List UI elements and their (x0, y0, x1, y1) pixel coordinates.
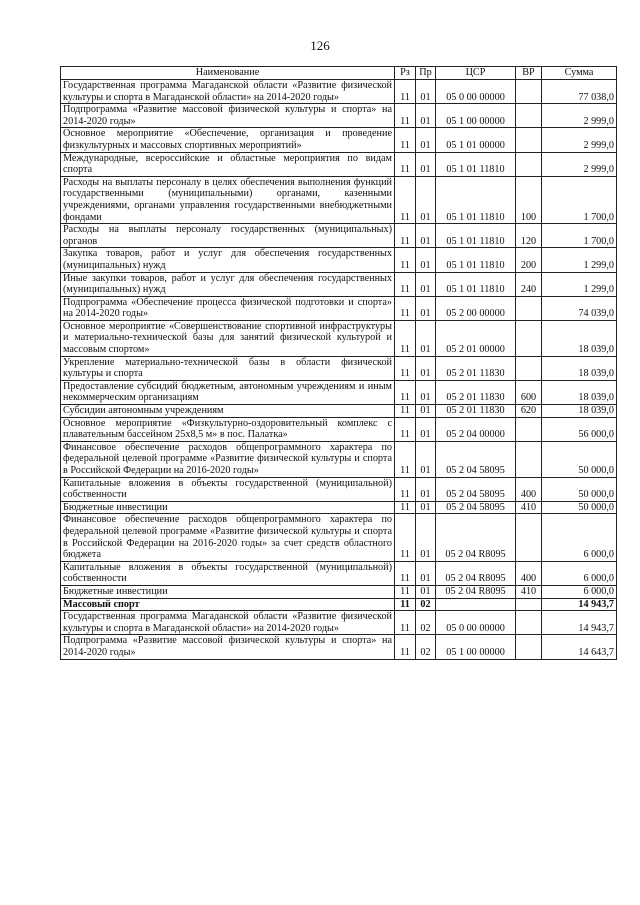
row-csr: 05 1 01 11810 (436, 152, 516, 176)
row-name: Бюджетные инвестиции (61, 501, 395, 514)
row-name: Капитальные вложения в объекты государственной (муниципальной) собственности (61, 477, 395, 501)
row-name: Основное мероприятие «Физкультурно-оздоровительный комплекс с плавательным бассейном 25х8,5 м» в пос. Палатка» (61, 417, 395, 441)
row-rz: 11 (395, 514, 416, 561)
row-vr (516, 514, 542, 561)
row-vr (516, 611, 542, 635)
row-sum: 14 943,7 (542, 611, 617, 635)
row-pr: 01 (416, 417, 436, 441)
row-csr: 05 0 00 00000 (436, 80, 516, 104)
row-vr (516, 296, 542, 320)
budget-table (60, 66, 617, 660)
row-csr: 05 2 04 58095 (436, 441, 516, 477)
row-csr: 05 1 01 11810 (436, 224, 516, 248)
row-rz: 11 (395, 501, 416, 514)
table-row (61, 561, 617, 585)
row-vr: 410 (516, 585, 542, 598)
row-csr: 05 1 00 00000 (436, 635, 516, 659)
table-row (61, 176, 617, 223)
row-sum: 74 039,0 (542, 296, 617, 320)
row-sum: 1 700,0 (542, 224, 617, 248)
row-csr: 05 2 01 11830 (436, 356, 516, 380)
row-vr (516, 417, 542, 441)
row-name: Субсидии автономным учреждениям (61, 405, 395, 418)
row-sum: 50 000,0 (542, 441, 617, 477)
row-csr: 05 2 04 00000 (436, 417, 516, 441)
row-rz: 11 (395, 405, 416, 418)
table-row (61, 405, 617, 418)
header-sum: Сумма (542, 67, 617, 80)
row-name: Капитальные вложения в объекты государственной (муниципальной) собственности (61, 561, 395, 585)
row-csr: 05 1 01 11810 (436, 272, 516, 296)
row-name: Предоставление субсидий бюджетным, автономным учреждениям и иным некоммерческим организациям (61, 380, 395, 404)
row-pr: 01 (416, 80, 436, 104)
row-sum: 18 039,0 (542, 405, 617, 418)
row-rz: 11 (395, 296, 416, 320)
row-sum: 2 999,0 (542, 152, 617, 176)
table-row (61, 248, 617, 272)
table-row (61, 296, 617, 320)
row-name: Подпрограмма «Развитие массовой физической культуры и спорта» на 2014-2020 годы» (61, 104, 395, 128)
row-pr: 02 (416, 598, 436, 611)
row-csr (436, 598, 516, 611)
header-name: Наименование (61, 67, 395, 80)
table-row (61, 104, 617, 128)
row-sum: 1 299,0 (542, 248, 617, 272)
row-rz: 11 (395, 152, 416, 176)
row-csr: 05 1 01 00000 (436, 128, 516, 152)
row-pr: 02 (416, 635, 436, 659)
row-pr: 01 (416, 514, 436, 561)
row-rz: 11 (395, 128, 416, 152)
row-csr: 05 1 00 00000 (436, 104, 516, 128)
row-csr: 05 2 01 00000 (436, 320, 516, 356)
table-row (61, 272, 617, 296)
row-rz: 11 (395, 176, 416, 223)
row-vr (516, 104, 542, 128)
table-row (61, 224, 617, 248)
row-vr: 240 (516, 272, 542, 296)
row-csr: 05 2 04 R8095 (436, 514, 516, 561)
row-vr (516, 441, 542, 477)
row-rz: 11 (395, 477, 416, 501)
row-name: Расходы на выплаты персоналу государственных (муниципальных) органов (61, 224, 395, 248)
row-name: Укрепление материально-технической базы в области физической культуры и спорта (61, 356, 395, 380)
row-rz: 11 (395, 104, 416, 128)
row-vr: 620 (516, 405, 542, 418)
table-header-row (61, 67, 617, 80)
table-row (61, 356, 617, 380)
table-row (61, 380, 617, 404)
row-rz: 11 (395, 224, 416, 248)
header-rz: Рз (395, 67, 416, 80)
table-row (61, 80, 617, 104)
header-pr: Пр (416, 67, 436, 80)
row-sum: 18 039,0 (542, 356, 617, 380)
row-name: Основное мероприятие «Обеспечение, организация и проведение физкультурных и массовых спортивных мероприятий» (61, 128, 395, 152)
row-pr: 01 (416, 501, 436, 514)
row-vr: 400 (516, 477, 542, 501)
row-sum: 77 038,0 (542, 80, 617, 104)
header-csr: ЦСР (436, 67, 516, 80)
row-vr (516, 635, 542, 659)
row-vr: 410 (516, 501, 542, 514)
row-csr: 05 2 04 58095 (436, 477, 516, 501)
row-name: Международные, всероссийские и областные мероприятия по видам спорта (61, 152, 395, 176)
row-pr: 01 (416, 272, 436, 296)
row-name: Основное мероприятие «Совершенствование спортивной инфраструктуры и материально-технической базы для занятий физической культурой и массовым спортом» (61, 320, 395, 356)
row-pr: 01 (416, 561, 436, 585)
row-name: Расходы на выплаты персоналу в целях обеспечения выполнения функций государственными (муниципальными) органами, казенными учреждениями, органами управления государственными внебюджетными фондами (61, 176, 395, 223)
row-name: Закупка товаров, работ и услуг для обеспечения государственных (муниципальных) нужд (61, 248, 395, 272)
row-pr: 01 (416, 405, 436, 418)
row-pr: 01 (416, 128, 436, 152)
row-csr: 05 2 01 11830 (436, 405, 516, 418)
row-sum: 18 039,0 (542, 320, 617, 356)
row-pr: 01 (416, 176, 436, 223)
row-name: Массовый спорт (61, 598, 395, 611)
row-name: Государственная программа Магаданской области «Развитие физической культуры и спорта в Магаданской области» на 2014-2020 годы» (61, 611, 395, 635)
row-sum: 50 000,0 (542, 477, 617, 501)
row-csr: 05 2 04 58095 (436, 501, 516, 514)
row-pr: 01 (416, 441, 436, 477)
row-sum: 2 999,0 (542, 104, 617, 128)
row-sum: 18 039,0 (542, 380, 617, 404)
row-name: Подпрограмма «Развитие массовой физической культуры и спорта» на 2014-2020 годы» (61, 635, 395, 659)
section-row (61, 598, 617, 611)
row-rz: 11 (395, 248, 416, 272)
row-name: Финансовое обеспечение расходов общепрограммного характера по федеральной целевой программе «Развитие физической культуры и спорта в Российской Федерации на 2016-2020 годы» за счет средств областного бюджета (61, 514, 395, 561)
row-pr: 02 (416, 611, 436, 635)
row-pr: 01 (416, 477, 436, 501)
table-row (61, 320, 617, 356)
row-sum: 6 000,0 (542, 561, 617, 585)
row-rz: 11 (395, 635, 416, 659)
row-vr: 400 (516, 561, 542, 585)
row-pr: 01 (416, 248, 436, 272)
row-rz: 11 (395, 320, 416, 356)
row-vr: 600 (516, 380, 542, 404)
row-vr (516, 152, 542, 176)
row-rz: 11 (395, 441, 416, 477)
row-vr: 120 (516, 224, 542, 248)
row-rz: 11 (395, 272, 416, 296)
row-sum: 2 999,0 (542, 128, 617, 152)
row-vr: 200 (516, 248, 542, 272)
row-sum: 14 643,7 (542, 635, 617, 659)
row-vr (516, 356, 542, 380)
header-vr: ВР (516, 67, 542, 80)
row-sum: 56 000,0 (542, 417, 617, 441)
row-csr: 05 1 01 11810 (436, 248, 516, 272)
row-vr (516, 80, 542, 104)
row-name: Подпрограмма «Обеспечение процесса физической подготовки и спорта» на 2014-2020 годы» (61, 296, 395, 320)
row-vr (516, 598, 542, 611)
table-row (61, 477, 617, 501)
row-vr (516, 128, 542, 152)
row-csr: 05 2 00 00000 (436, 296, 516, 320)
row-name: Финансовое обеспечение расходов общепрограммного характера по федеральной целевой программе «Развитие физической культуры и спорта в Российской Федерации на 2016-2020 годы» (61, 441, 395, 477)
row-rz: 11 (395, 417, 416, 441)
row-pr: 01 (416, 585, 436, 598)
row-name: Государственная программа Магаданской области «Развитие физической культуры и спорта в Магаданской области» на 2014-2020 годы» (61, 80, 395, 104)
row-csr: 05 2 04 R8095 (436, 561, 516, 585)
row-pr: 01 (416, 224, 436, 248)
row-sum: 1 700,0 (542, 176, 617, 223)
row-rz: 11 (395, 561, 416, 585)
row-pr: 01 (416, 152, 436, 176)
row-pr: 01 (416, 320, 436, 356)
table-row (61, 635, 617, 659)
table-row (61, 152, 617, 176)
row-pr: 01 (416, 104, 436, 128)
row-csr: 05 2 04 R8095 (436, 585, 516, 598)
row-name: Иные закупки товаров, работ и услуг для обеспечения государственных (муниципальных) нужд (61, 272, 395, 296)
row-csr: 05 0 00 00000 (436, 611, 516, 635)
table-row (61, 441, 617, 477)
row-sum: 6 000,0 (542, 585, 617, 598)
table-row (61, 417, 617, 441)
row-csr: 05 1 01 11810 (436, 176, 516, 223)
row-pr: 01 (416, 380, 436, 404)
row-pr: 01 (416, 356, 436, 380)
table-row (61, 501, 617, 514)
page-number: 126 (310, 38, 330, 53)
table-row (61, 585, 617, 598)
row-vr: 100 (516, 176, 542, 223)
row-sum: 14 943,7 (542, 598, 617, 611)
row-rz: 11 (395, 80, 416, 104)
row-csr: 05 2 01 11830 (436, 380, 516, 404)
row-sum: 6 000,0 (542, 514, 617, 561)
table-row (61, 128, 617, 152)
table-row (61, 611, 617, 635)
row-vr (516, 320, 542, 356)
row-rz: 11 (395, 611, 416, 635)
row-rz: 11 (395, 356, 416, 380)
row-rz: 11 (395, 380, 416, 404)
row-sum: 1 299,0 (542, 272, 617, 296)
row-pr: 01 (416, 296, 436, 320)
row-sum: 50 000,0 (542, 501, 617, 514)
row-rz: 11 (395, 585, 416, 598)
table-row (61, 514, 617, 561)
row-name: Бюджетные инвестиции (61, 585, 395, 598)
row-rz: 11 (395, 598, 416, 611)
